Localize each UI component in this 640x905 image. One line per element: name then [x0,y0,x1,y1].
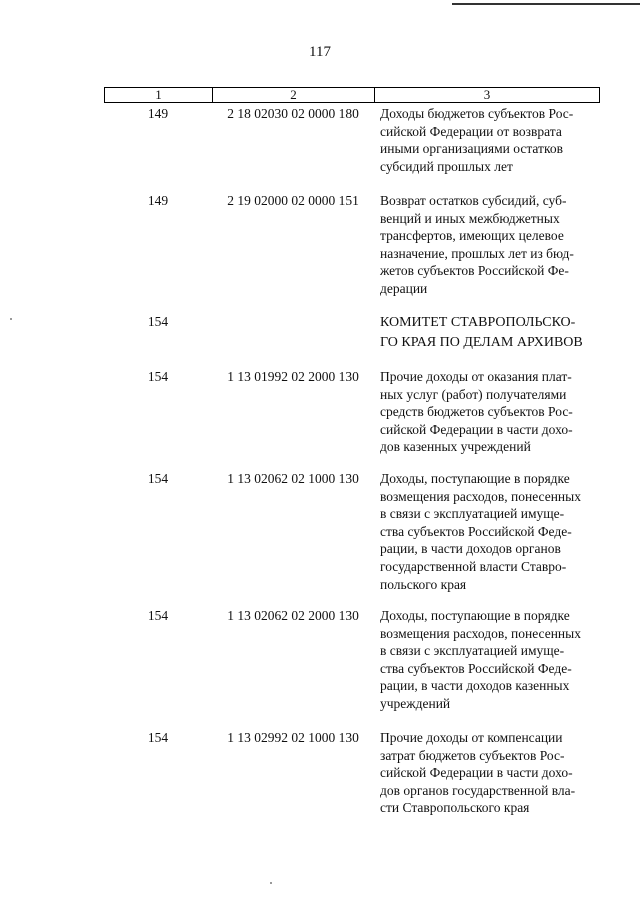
column-header-1: 1 [105,88,213,102]
admin-code: 149 [147,106,169,121]
income-description: Доходы, поступающие в порядке возмещения расходов, понесенных в связи с эксплуатацией имуще- ства субъектов Российской Феде- рации, в части доходов казенных учреждений [380,608,581,711]
admin-code: 154 [147,471,169,486]
admin-code: 154 [147,608,169,623]
top-rule [452,3,640,5]
scan-speck [270,882,272,884]
budget-classification-code: 1 13 02992 02 1000 130 [227,730,359,745]
column-header-3: 3 [483,87,491,102]
income-description: Прочие доходы от компенсации затрат бюджетов субъектов Рос- сийской Федерации в части дохо- дов органов государственной вла- сти Ставропольского края [380,730,576,816]
page-number: 117 [309,44,331,60]
scan-speck [10,318,12,320]
admin-code: 149 [147,193,169,208]
admin-code: 154 [147,730,169,745]
admin-code: 154 [147,369,169,384]
income-description: Прочие доходы от оказания плат- ных услуг (работ) получателями средств бюджетов субъектов Рос- сийской Федерации в части дохо- дов казенных учреждений [380,369,573,455]
budget-classification-code: 1 13 01992 02 2000 130 [227,369,359,384]
budget-classification-code: 2 19 02000 02 0000 151 [227,193,359,208]
section-heading: КОМИТЕТ СТАВРОПОЛЬСКО- ГО КРАЯ ПО ДЕЛАМ АРХИВОВ [380,315,583,350]
income-description: Доходы, поступающие в порядке возмещения расходов, понесенных в связи с эксплуатацией имуще- ства субъектов Российской Феде- рации, в части доходов органов государственной власти Ставро- польского края [380,471,581,592]
budget-classification-code: 1 13 02062 02 2000 130 [227,608,359,623]
budget-classification-code: 2 18 02030 02 0000 180 [227,106,359,121]
budget-classification-code: 1 13 02062 02 1000 130 [227,471,359,486]
admin-code: 154 [147,314,169,329]
column-header-2: 2 [213,88,375,102]
income-description: Возврат остатков субсидий, суб- венций и иных межбюджетных трансфертов, имеющих целевое назначение, прошлых лет из бюд- жетов субъектов Российской Фе- дерации [380,193,574,296]
income-description: Доходы бюджетов субъектов Рос- сийской Федерации от возврата иными организациями остатков субсидий прошлых лет [380,106,574,174]
table-header [104,87,600,103]
